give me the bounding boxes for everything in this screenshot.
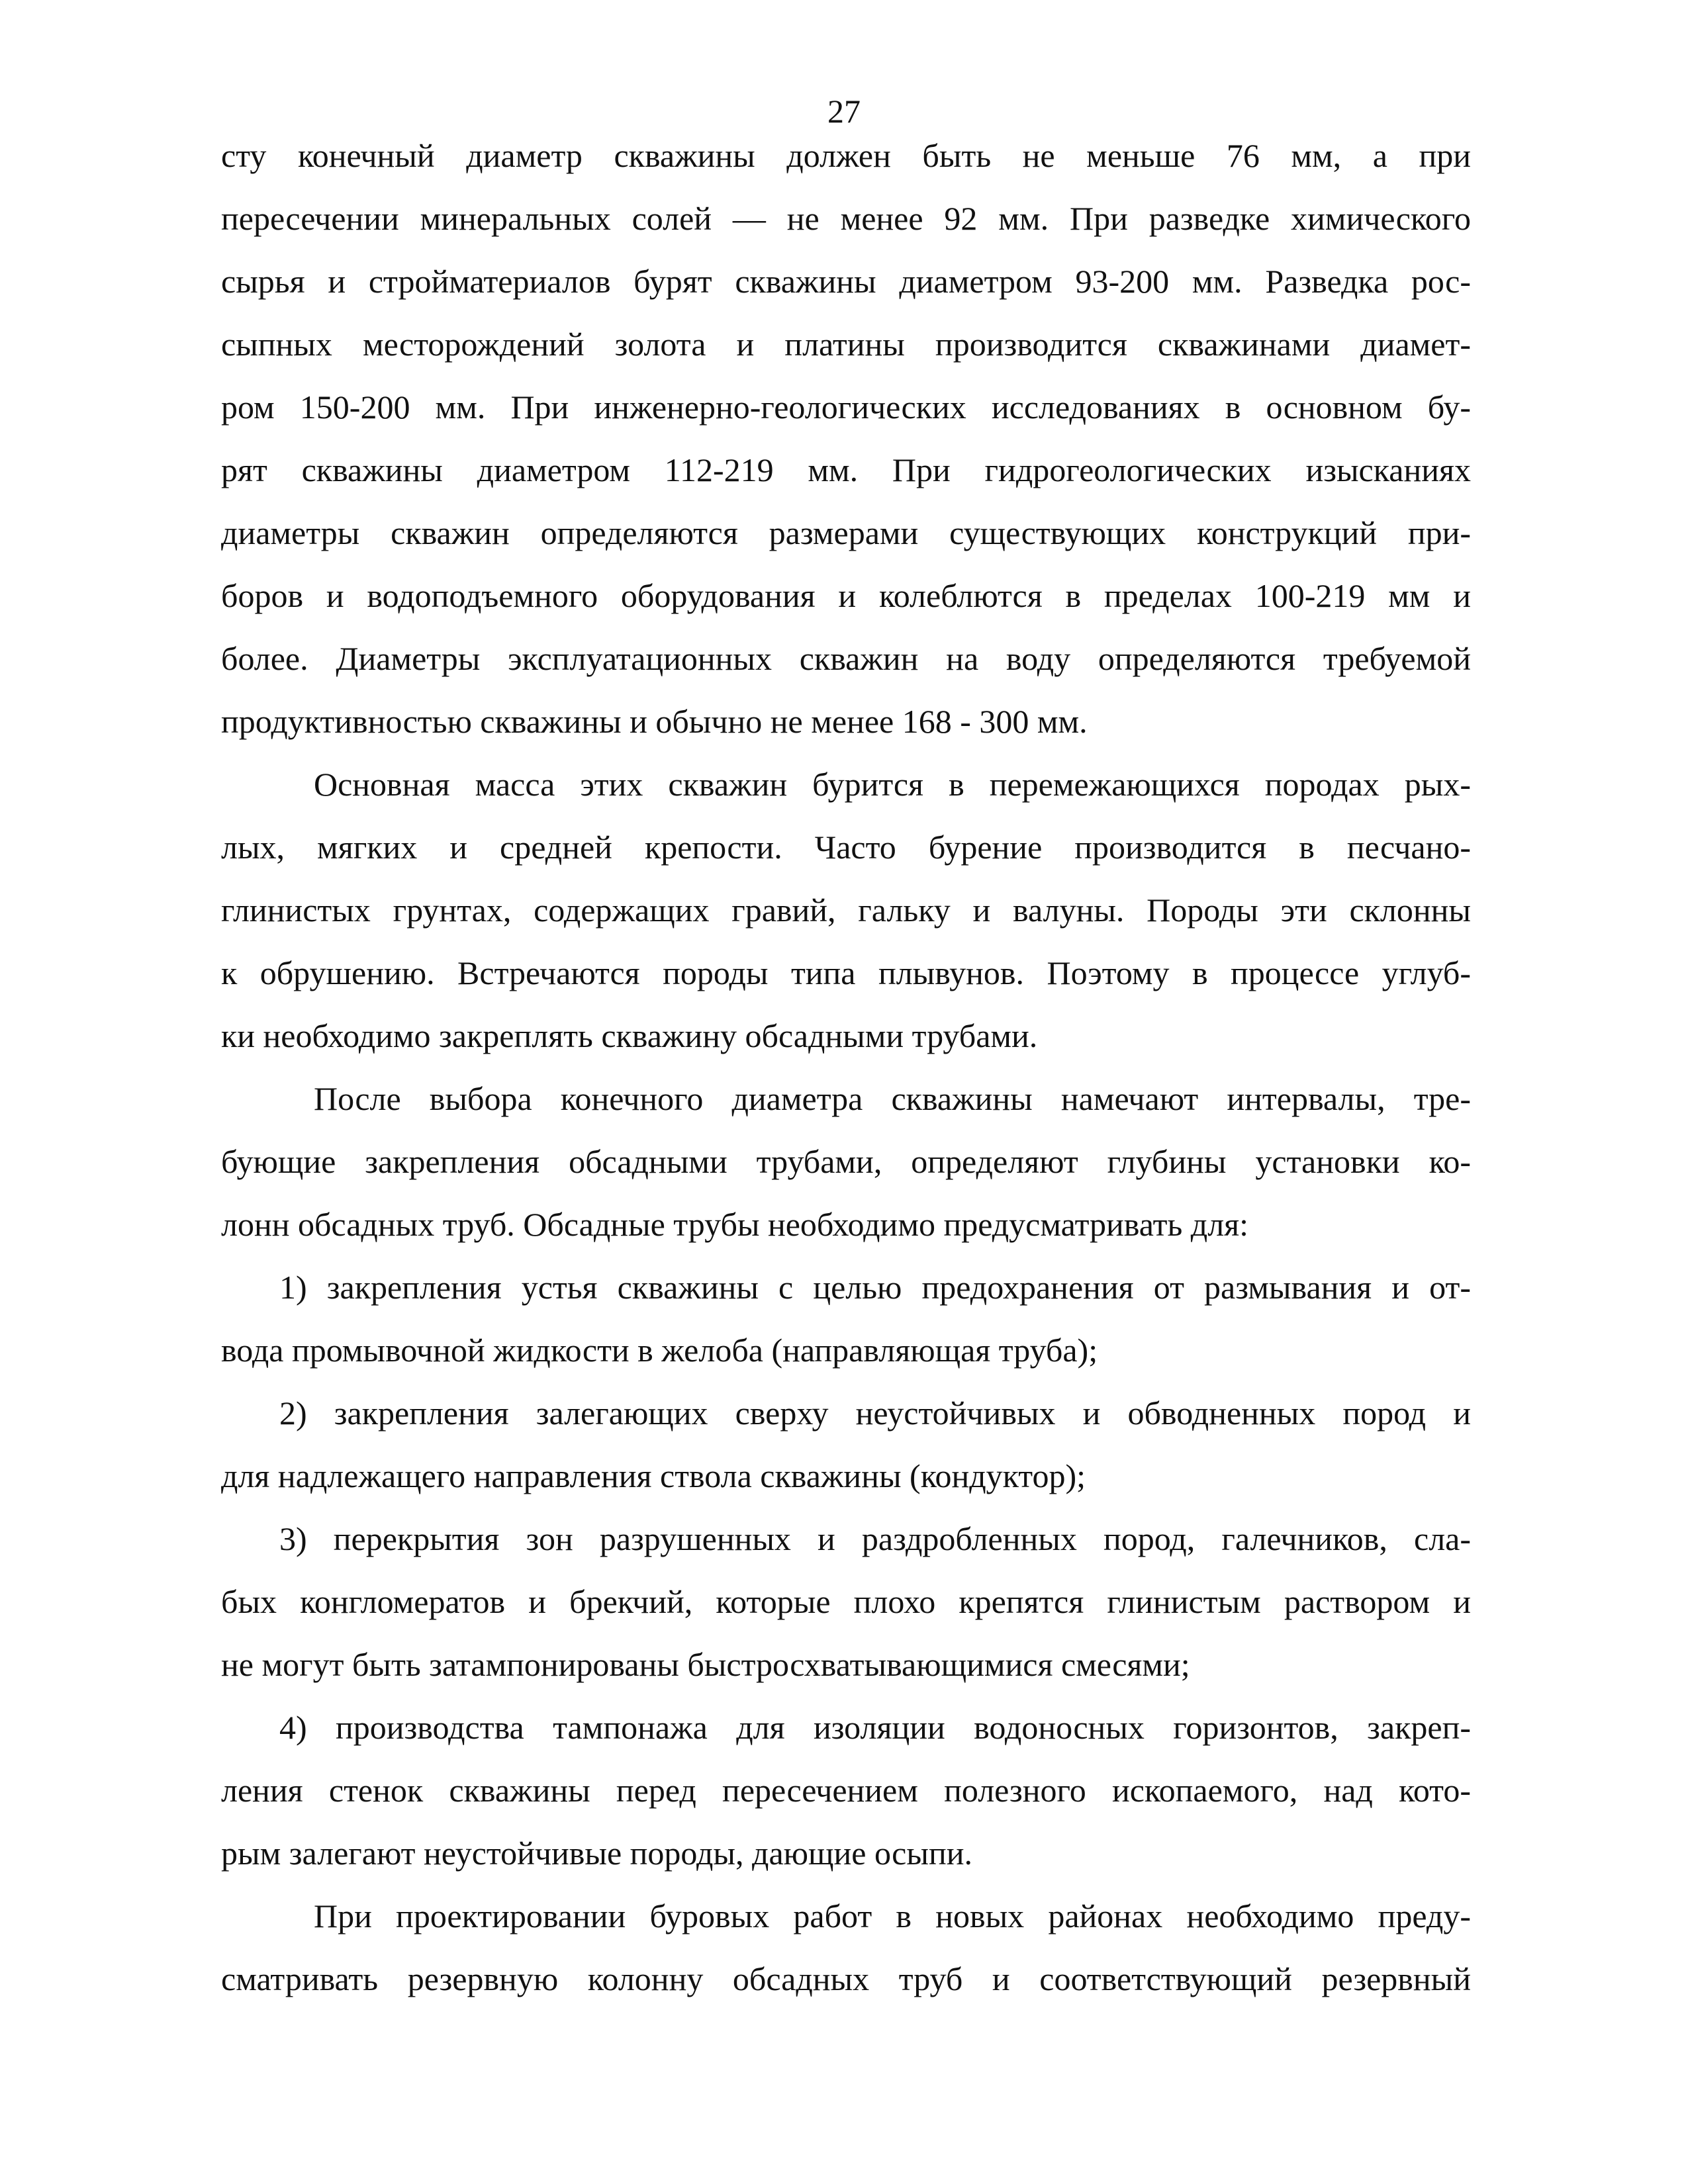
page-number: 27: [827, 93, 861, 130]
text-line: сырья и стройматериалов бурят скважины диаметром 93-200 мм. Разведка рос-: [221, 263, 1471, 300]
text-line: После выбора конечного диаметра скважины намечают интервалы, тре-: [314, 1080, 1471, 1117]
text-line: продуктивностью скважины и обычно не менее 168 - 300 мм.: [221, 703, 1088, 740]
text-line: боров и водоподъемного оборудования и колеблются в пределах 100-219 мм и: [221, 577, 1471, 614]
body-text: [221, 124, 1471, 2011]
text-line: пересечении минеральных солей — не менее 92 мм. При разведке химического: [221, 200, 1471, 237]
text-line: сту конечный диаметр скважины должен быть не меньше 76 мм, а при: [221, 137, 1471, 174]
text-line: При проектировании буровых работ в новых районах необходимо преду-: [314, 1897, 1471, 1934]
text-line: вода промывочной жидкости в желоба (направляющая труба);: [221, 1332, 1098, 1369]
text-line: бующие закрепления обсадными трубами, определяют глубины установки ко-: [221, 1143, 1471, 1180]
text-line: к обрушению. Встречаются породы типа плывунов. Поэтому в процессе углуб-: [221, 954, 1471, 991]
text-line: для надлежащего направления ствола скважины (кондуктор);: [221, 1457, 1086, 1494]
text-line: диаметры скважин определяются размерами существующих конструкций при-: [221, 514, 1471, 551]
text-line: не могут быть затампонированы быстросхватывающимися смесями;: [221, 1646, 1190, 1683]
text-line: сыпных месторождений золота и платины производится скважинами диамет-: [221, 326, 1471, 363]
text-line: глинистых грунтах, содержащих гравий, гальку и валуны. Породы эти склонны: [221, 891, 1471, 929]
text-line: бых конгломератов и брекчий, которые плохо крепятся глинистым раствором и: [221, 1583, 1471, 1620]
text-line: 4) производства тампонажа для изоляции водоносных горизонтов, закреп-: [279, 1709, 1471, 1746]
text-line: ки необходимо закреплять скважину обсадными трубами.: [221, 1017, 1038, 1054]
text-line: рым залегают неустойчивые породы, дающие осыпи.: [221, 1835, 972, 1872]
text-line: сматривать резервную колонну обсадных труб и соответствующий резервный: [221, 1960, 1471, 1997]
text-line: рят скважины диаметром 112-219 мм. При гидрогеологических изысканиях: [221, 451, 1471, 488]
text-line: Основная масса этих скважин бурится в перемежающихся породах рых-: [314, 766, 1471, 803]
text-line: 2) закрепления залегающих сверху неустойчивых и обводненных пород и: [279, 1394, 1471, 1432]
text-line: лых, мягких и средней крепости. Часто бурение производится в песчано-: [221, 829, 1471, 866]
text-line: лонн обсадных труб. Обсадные трубы необходимо предусматривать для:: [221, 1206, 1249, 1243]
text-line: ления стенок скважины перед пересечением полезного ископаемого, над кото-: [221, 1772, 1471, 1809]
text-line: более. Диаметры эксплуатационных скважин на воду определяются требуемой: [221, 640, 1471, 677]
text-line: 1) закрепления устья скважины с целью предохранения от размывания и от-: [279, 1269, 1471, 1306]
text-line: ром 150-200 мм. При инженерно-геологических исследованиях в основном бу-: [221, 388, 1471, 426]
text-line: 3) перекрытия зон разрушенных и раздробленных пород, галечников, сла-: [279, 1520, 1471, 1557]
